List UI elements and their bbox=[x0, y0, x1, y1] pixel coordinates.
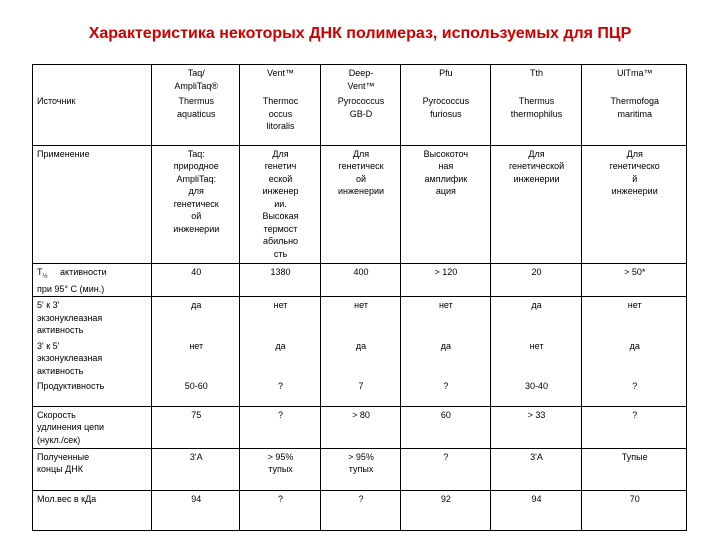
cell-line: Тупые bbox=[621, 451, 648, 462]
table-cell: 50-60 bbox=[152, 378, 239, 406]
cell-line: Vent™ bbox=[347, 80, 375, 91]
cell-line: > 95% bbox=[267, 451, 294, 462]
table-cell bbox=[401, 145, 491, 263]
cell-line: aquaticus bbox=[176, 108, 216, 119]
table-cell: ? bbox=[582, 378, 687, 406]
table-cell: 92 bbox=[401, 490, 491, 530]
cell-line: генетическо bbox=[609, 161, 660, 171]
cell-line: удлинения цепи bbox=[37, 422, 105, 433]
table-cell: ? bbox=[239, 490, 320, 530]
cell-line: Thermofoga bbox=[610, 96, 659, 106]
cell-line: AmpliTaq® bbox=[174, 80, 219, 91]
cell-line: ная bbox=[438, 161, 454, 171]
cell-line: Taq/ bbox=[187, 68, 205, 78]
cell-line: Полученные bbox=[37, 451, 90, 462]
row-label-half-life bbox=[33, 263, 152, 297]
row-label-speed bbox=[33, 406, 152, 448]
table-cell: нет bbox=[582, 297, 687, 338]
table-cell: 94 bbox=[490, 490, 582, 530]
table-cell: да bbox=[401, 338, 491, 379]
polymerase-table bbox=[32, 64, 687, 531]
table-cell: 75 bbox=[152, 406, 239, 448]
half-life-rest: активности bbox=[60, 266, 107, 277]
cell-line: инженерии bbox=[338, 186, 385, 196]
table-cell: 400 bbox=[321, 263, 401, 297]
table-cell: > 33 bbox=[490, 406, 582, 448]
cell-line: Taq: bbox=[187, 148, 205, 159]
cell-line: maritima bbox=[617, 108, 652, 119]
table-cell bbox=[490, 145, 582, 263]
table-cell: 60 bbox=[401, 406, 491, 448]
table-cell bbox=[582, 448, 687, 490]
table-row bbox=[33, 297, 687, 338]
table-cell: да bbox=[321, 338, 401, 379]
table-cell: нет bbox=[490, 338, 582, 379]
cell-line: Высокая bbox=[262, 211, 299, 221]
row-label-exo-5-3 bbox=[33, 297, 152, 338]
cell-line: Vent™ bbox=[266, 68, 295, 78]
table-cell bbox=[490, 448, 582, 490]
cell-line: 3'A bbox=[189, 451, 203, 462]
table-cell: ? bbox=[321, 490, 401, 530]
cell-line: AmpliTaq: bbox=[176, 173, 216, 184]
cell-line: (нукл./сек) bbox=[37, 434, 81, 445]
table-cell: нет bbox=[152, 338, 239, 379]
cell-line: UlTma™ bbox=[616, 68, 653, 78]
cell-line: тупых bbox=[268, 464, 293, 475]
table-cell: 1380 bbox=[239, 263, 320, 297]
table-row bbox=[33, 145, 687, 263]
cell-line: 3' к 5' bbox=[37, 340, 60, 351]
row-label-usage: Применение bbox=[33, 145, 152, 263]
cell-line: GB-D bbox=[349, 108, 373, 119]
cell-line: концы ДНК bbox=[37, 464, 83, 475]
cell-line: инженерии bbox=[611, 186, 658, 196]
column-header bbox=[401, 65, 491, 94]
table-cell bbox=[321, 448, 401, 490]
cell-line: litoralis bbox=[266, 121, 295, 131]
cell-line: термост bbox=[263, 223, 298, 234]
table-cell: > 80 bbox=[321, 406, 401, 448]
table-cell: 7 bbox=[321, 378, 401, 406]
header-row bbox=[33, 65, 687, 94]
cell-line: 5' к 3' bbox=[37, 300, 60, 311]
cell-line: 3'A bbox=[530, 451, 543, 462]
half-life-t: T bbox=[37, 266, 43, 277]
cell-line: экзонуклеазная bbox=[37, 312, 103, 323]
table-cell bbox=[321, 145, 401, 263]
table-cell bbox=[152, 93, 239, 145]
cell-line: ой bbox=[356, 173, 367, 184]
table-cell bbox=[239, 93, 320, 145]
cell-line: генетической bbox=[508, 161, 565, 171]
half-life-sub: ½ bbox=[42, 273, 48, 280]
cell-line: occus bbox=[268, 108, 293, 119]
cell-line: Для bbox=[272, 148, 289, 159]
cell-line: Thermus bbox=[178, 96, 214, 106]
row-label-productivity: Продуктивность bbox=[33, 378, 152, 406]
cell-line: Высокоточ bbox=[423, 148, 469, 159]
cell-line: сть bbox=[273, 248, 288, 259]
table-cell: ? bbox=[582, 406, 687, 448]
cell-line: еской bbox=[268, 173, 293, 184]
table-row bbox=[33, 93, 687, 145]
table-cell bbox=[401, 93, 491, 145]
table-row bbox=[33, 406, 687, 448]
column-header bbox=[321, 65, 401, 94]
cell-line: ии. bbox=[274, 198, 287, 209]
table-cell: да bbox=[239, 338, 320, 379]
table-row bbox=[33, 448, 687, 490]
cell-line: амплифик bbox=[424, 173, 468, 184]
table-cell: ? bbox=[239, 378, 320, 406]
table-cell bbox=[582, 145, 687, 263]
cell-line: Pyrococcus bbox=[422, 96, 470, 106]
cell-line: инженер bbox=[262, 186, 299, 196]
cell-line: инженерии bbox=[173, 223, 220, 234]
cell-line: Thermus bbox=[518, 96, 555, 106]
table-cell bbox=[152, 448, 239, 490]
table-cell: да bbox=[490, 297, 582, 338]
row-label-ends bbox=[33, 448, 152, 490]
column-header bbox=[239, 65, 320, 94]
table-cell: 20 bbox=[490, 263, 582, 297]
column-header bbox=[152, 65, 239, 94]
cell-line: генетическ bbox=[173, 198, 219, 209]
column-header bbox=[490, 65, 582, 94]
page-title: Характеристика некоторых ДНК полимераз, используемых для ПЦР bbox=[88, 25, 632, 42]
cell-line: Deep- bbox=[348, 68, 374, 78]
table-cell bbox=[490, 93, 582, 145]
row-label-exo-3-5 bbox=[33, 338, 152, 379]
table-cell: > 50* bbox=[582, 263, 687, 297]
column-header bbox=[582, 65, 687, 94]
cell-line: thermophilus bbox=[510, 108, 563, 119]
cell-line: активность bbox=[37, 365, 84, 376]
table-cell: да bbox=[582, 338, 687, 379]
cell-line: Для bbox=[528, 148, 545, 159]
table-cell: нет bbox=[401, 297, 491, 338]
table-row bbox=[33, 263, 687, 297]
table-cell: ? bbox=[401, 378, 491, 406]
cell-line: Tth bbox=[530, 68, 544, 78]
cell-line: природное bbox=[173, 161, 219, 171]
cell-line: furiosus bbox=[430, 108, 462, 119]
table-cell: нет bbox=[239, 297, 320, 338]
cell-line: Thermoc bbox=[262, 96, 299, 106]
row-label-mol-weight: Мол.вес в кДа bbox=[33, 490, 152, 530]
cell-line: Pfu bbox=[439, 68, 453, 78]
table-cell: 70 bbox=[582, 490, 687, 530]
row-label-source: Источник bbox=[33, 93, 152, 145]
table-cell: 40 bbox=[152, 263, 239, 297]
table-cell bbox=[152, 145, 239, 263]
cell-line: инженерии bbox=[513, 173, 560, 184]
cell-line: экзонуклеазная bbox=[37, 353, 103, 364]
table-cell bbox=[401, 448, 491, 490]
cell-line: для bbox=[188, 186, 204, 196]
table-cell bbox=[239, 145, 320, 263]
cell-line: > 95% bbox=[348, 451, 374, 462]
cell-line: тупых bbox=[348, 464, 374, 475]
table-cell bbox=[582, 93, 687, 145]
cell-line: Pyrococcus bbox=[337, 96, 385, 106]
table-cell: да bbox=[152, 297, 239, 338]
cell-line: генетическ bbox=[338, 161, 384, 171]
cell-line: генетич bbox=[264, 161, 297, 171]
table-cell: > 120 bbox=[401, 263, 491, 297]
table-row bbox=[33, 338, 687, 379]
table-cell: нет bbox=[321, 297, 401, 338]
table-cell bbox=[321, 93, 401, 145]
table-cell bbox=[239, 448, 320, 490]
cell-line: Скорость bbox=[37, 409, 76, 420]
cell-line: ой bbox=[191, 211, 202, 221]
table-row bbox=[33, 490, 687, 530]
cell-line: активность bbox=[37, 325, 84, 336]
cell-line: ? bbox=[443, 451, 449, 462]
table-cell: ? bbox=[239, 406, 320, 448]
table-cell: 30-40 bbox=[490, 378, 582, 406]
cell-line: ация bbox=[435, 186, 456, 196]
cell-line: Для bbox=[352, 148, 370, 159]
half-life-line2: при 95° С (мин.) bbox=[37, 283, 105, 294]
table-cell: 94 bbox=[152, 490, 239, 530]
table-row bbox=[33, 378, 687, 406]
cell-line: й bbox=[632, 173, 638, 184]
cell-line: абильно bbox=[262, 236, 299, 246]
corner-cell bbox=[33, 65, 152, 94]
cell-line: Для bbox=[626, 148, 643, 159]
